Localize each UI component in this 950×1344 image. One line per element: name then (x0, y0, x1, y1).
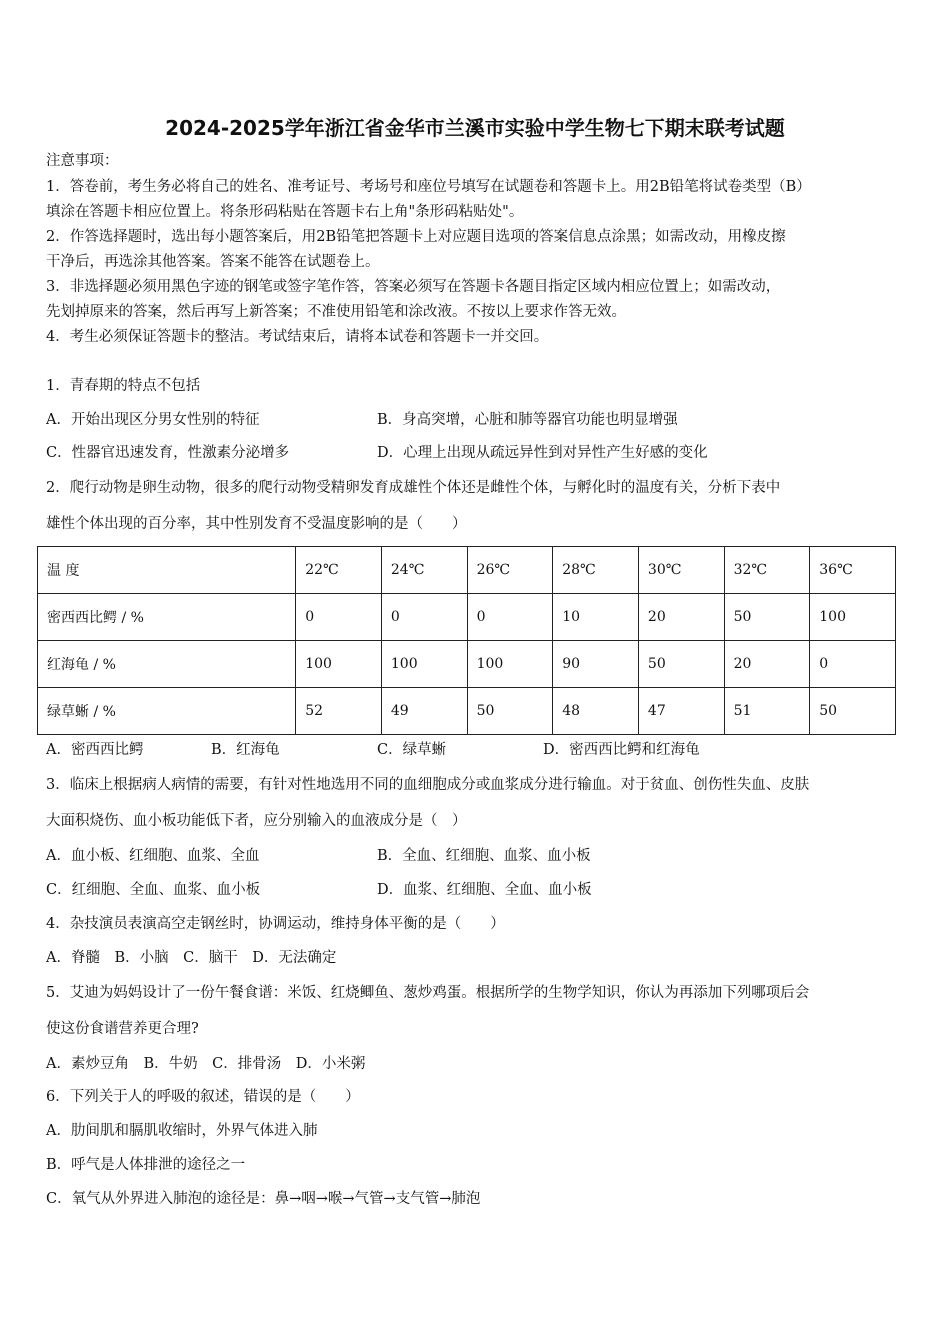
table-cell: 51 (724, 688, 810, 735)
q3-option-d: D．血浆、红细胞、全血、血小板 (377, 882, 592, 898)
q3-option-a: A．血小板、红细胞、血浆、全血 (46, 848, 260, 864)
table-cell: 24℃ (381, 547, 467, 594)
table-cell: 50 (467, 688, 553, 735)
notice-line: 1．答卷前，考生务必将自己的姓名、准考证号、考场号和座位号填写在试题卷和答题卡上。用2B铅笔将试卷类型（B） (46, 179, 811, 195)
table-cell: 密西西比鳄 / % (38, 594, 296, 641)
question-2-stem-cont: 雄性个体出现的百分率，其中性别发育不受温度影响的是（ ） (46, 516, 467, 532)
table-cell: 绿草蜥 / % (38, 688, 296, 735)
table-header-row (38, 547, 896, 594)
table-cell: 红海龟 / % (38, 641, 296, 688)
q1-option-d: D．心理上出现从疏远异性到对异性产生好感的变化 (377, 445, 708, 461)
table-cell: 100 (810, 594, 896, 641)
q6-option-c: C．氧气从外界进入肺泡的途径是：鼻→咽→喉→气管→支气管→肺泡 (46, 1191, 481, 1207)
table-cell: 32℃ (724, 547, 810, 594)
table-row (38, 641, 896, 688)
table-cell: 49 (381, 688, 467, 735)
temperature-table (37, 546, 896, 735)
notice-line: 2．作答选择题时，选出每小题答案后，用2B铅笔把答题卡上对应题目选项的答案信息点涂黑；如需改动，用橡皮擦 (46, 229, 786, 245)
q3-option-b: B．全血、红细胞、血浆、血小板 (377, 848, 591, 864)
q1-option-c: C．性器官迅速发育，性激素分泌增多 (46, 445, 290, 461)
q1-option-b: B．身高突增，心脏和肺等器官功能也明显增强 (377, 412, 678, 428)
table-cell: 90 (553, 641, 639, 688)
table-cell: 50 (638, 641, 724, 688)
question-3-stem: 3．临床上根据病人病情的需要，有针对性地选用不同的血细胞成分或血浆成分进行输血。对于贫血、创伤性失血、皮肤 (46, 777, 810, 793)
q2-option-a: A．密西西比鳄 (46, 742, 144, 758)
q2-option-b: B．红海龟 (211, 742, 280, 758)
page-title: 2024-2025学年浙江省金华市兰溪市实验中学生物七下期末联考试题 (165, 116, 785, 140)
table-cell: 30℃ (638, 547, 724, 594)
table-cell: 100 (467, 641, 553, 688)
table-cell: 28℃ (553, 547, 639, 594)
table-cell: 100 (381, 641, 467, 688)
table-cell: 0 (296, 594, 382, 641)
table-cell: 0 (810, 641, 896, 688)
question-5-stem: 5．艾迪为妈妈设计了一份午餐食谱：米饭、红烧鲫鱼、葱炒鸡蛋。根据所学的生物学知识，你认为再添加下列哪项后会 (46, 985, 810, 1001)
table-cell: 温 度 (38, 547, 296, 594)
q3-option-c: C．红细胞、全血、血浆、血小板 (46, 882, 261, 898)
q6-option-a: A．肋间肌和膈肌收缩时，外界气体进入肺 (46, 1123, 318, 1139)
question-4-stem: 4．杂技演员表演高空走钢丝时，协调运动，维持身体平衡的是（ ） (46, 916, 505, 932)
table-cell: 36℃ (810, 547, 896, 594)
table-cell: 50 (810, 688, 896, 735)
table-cell: 100 (296, 641, 382, 688)
table-cell: 20 (724, 641, 810, 688)
question-3-stem-cont: 大面积烧伤、血小板功能低下者，应分别输入的血液成分是（ ） (46, 813, 467, 829)
q6-option-b: B．呼气是人体排泄的途径之一 (46, 1157, 246, 1173)
table-cell: 0 (381, 594, 467, 641)
table-cell: 52 (296, 688, 382, 735)
question-1-stem: 1．青春期的特点不包括 (46, 378, 201, 394)
table-cell: 0 (467, 594, 553, 641)
question-5-stem-cont: 使这份食谱营养更合理? (46, 1021, 199, 1037)
table-cell: 22℃ (296, 547, 382, 594)
question-6-stem: 6．下列关于人的呼吸的叙述，错误的是（ ） (46, 1089, 360, 1105)
table-cell: 50 (724, 594, 810, 641)
notice-line: 4．考生必须保证答题卡的整洁。考试结束后，请将本试卷和答题卡一并交回。 (46, 329, 549, 345)
table-cell: 48 (553, 688, 639, 735)
table-cell: 10 (553, 594, 639, 641)
table-cell: 26℃ (467, 547, 553, 594)
q2-option-c: C．绿草蜥 (377, 742, 447, 758)
notice-line: 填涂在答题卡相应位置上。将条形码粘贴在答题卡右上角"条形码粘贴处"。 (46, 204, 524, 220)
table-cell: 47 (638, 688, 724, 735)
table-row (38, 688, 896, 735)
notice-line: 先划掉原来的答案，然后再写上新答案；不准使用铅笔和涂改液。不按以上要求作答无效。 (46, 304, 626, 320)
notice-line: 干净后，再选涂其他答案。答案不能答在试题卷上。 (46, 254, 380, 270)
notice-heading: 注意事项： (46, 153, 119, 169)
q1-option-a: A．开始出现区分男女性别的特征 (46, 412, 260, 428)
q2-option-d: D．密西西比鳄和红海龟 (543, 742, 700, 758)
table-row (38, 594, 896, 641)
q4-options: A．脊髓 B．小脑 C．脑干 D．无法确定 (46, 950, 337, 966)
q5-options: A．素炒豆角 B．牛奶 C．排骨汤 D．小米粥 (46, 1056, 366, 1072)
table-cell: 20 (638, 594, 724, 641)
notice-line: 3．非选择题必须用黑色字迹的钢笔或签字笔作答，答案必须写在答题卡各题目指定区域内相应位置上；如需改动， (46, 279, 781, 295)
question-2-stem: 2．爬行动物是卵生动物，很多的爬行动物受精卵发育成雄性个体还是雌性个体，与孵化时的温度有关，分析下表中 (46, 480, 781, 496)
